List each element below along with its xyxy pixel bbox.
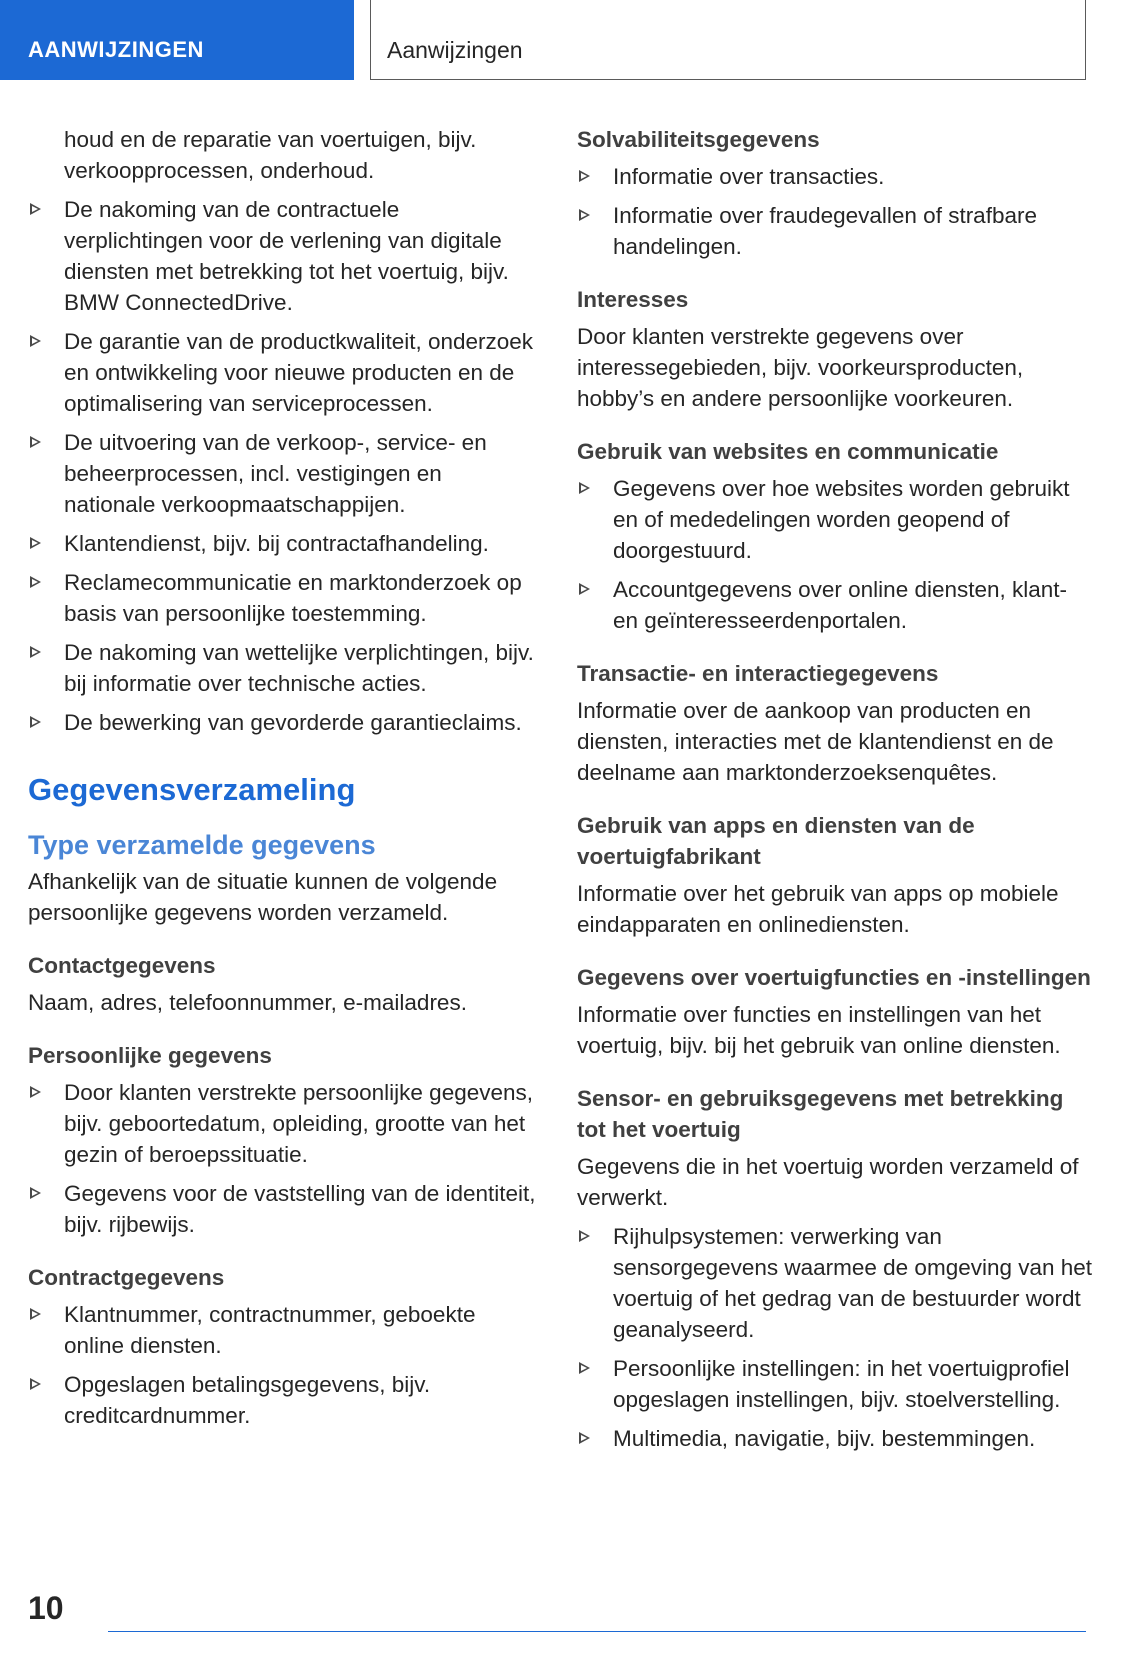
web-list xyxy=(577,473,1097,636)
list-item: Reclamecommunicatie en marktonderzoek op basis van persoonlijke toestemming. xyxy=(28,567,538,629)
solvency-heading: Solvabiliteitsgegevens xyxy=(577,127,820,152)
list-item: Informatie over fraudegevallen of strafbare handelingen. xyxy=(577,200,1097,262)
contract-list xyxy=(28,1299,538,1431)
apps-heading: Gebruik van apps en diensten van de voertuigfabrikant xyxy=(577,813,975,869)
intro-text: Afhankelijk van de situatie kunnen de volgende persoonlijke gegevens worden verzameld. xyxy=(28,869,498,925)
contact-text: Naam, adres, telefoonnummer, e-mailadres. xyxy=(28,990,467,1015)
list-item: De uitvoering van de verkoop-, service- en beheerprocessen, incl. vestigingen en nationale verkoopmaatschappijen. xyxy=(28,427,538,520)
section-title: Gegevensverzameling xyxy=(28,772,356,807)
sensor-heading: Sensor- en gebruiksgegevens met betrekking tot het voertuig xyxy=(577,1086,1064,1142)
triangle-bullet-icon xyxy=(579,1432,590,1444)
solvency-list xyxy=(577,161,1097,262)
interests-heading: Interesses xyxy=(577,287,689,312)
list-item: Opgeslagen betalingsgegevens, bijv. creditcardnummer. xyxy=(28,1369,538,1431)
triangle-bullet-icon xyxy=(30,1308,41,1320)
left-column xyxy=(28,124,538,1439)
list-item: Persoonlijke instellingen: in het voertuigprofiel opgeslagen instellingen, bijv. stoelverstelling. xyxy=(577,1353,1097,1415)
triangle-bullet-icon xyxy=(579,209,590,221)
purposes-list xyxy=(28,194,538,738)
list-item: Klantendienst, bijv. bij contractafhandeling. xyxy=(28,528,538,559)
list-item: Rijhulpsystemen: verwerking van sensorgegevens waarmee de omgeving van het voertuig of het gedrag van de bestuurder wordt geanalyseerd. xyxy=(577,1221,1097,1345)
list-item: De nakoming van wettelijke verplichtingen, bijv. bij informatie over technische acties. xyxy=(28,637,538,699)
footer-divider xyxy=(108,1631,1086,1632)
list-item: Gegevens over hoe websites worden gebruikt en of mededelingen worden geopend of doorgestuurd. xyxy=(577,473,1097,566)
list-item: De garantie van de productkwaliteit, onderzoek en ontwikkeling voor nieuwe producten en de optimalisering van serviceprocessen. xyxy=(28,326,538,419)
page-number: 10 xyxy=(28,1590,64,1626)
triangle-bullet-icon xyxy=(30,1187,41,1199)
list-item: Accountgegevens over online diensten, klant- en geïnteresseerdenportalen. xyxy=(577,574,1097,636)
triangle-bullet-icon xyxy=(579,1230,590,1242)
list-item: Multimedia, navigatie, bijv. bestemmingen. xyxy=(577,1423,1097,1454)
transaction-text: Informatie over de aankoop van producten en diensten, interacties met de klantendienst en de deelname aan marktonderzoeksenquêtes. xyxy=(577,698,1054,785)
triangle-bullet-icon xyxy=(30,537,41,549)
list-item: Door klanten verstrekte persoonlijke gegevens, bijv. geboortedatum, opleiding, grootte van het gezin of beroepssituatie. xyxy=(28,1077,538,1170)
functions-heading: Gegevens over voertuigfuncties en -instellingen xyxy=(577,965,1091,990)
apps-text: Informatie over het gebruik van apps op mobiele eindapparaten en onlinediensten. xyxy=(577,881,1059,937)
triangle-bullet-icon xyxy=(30,436,41,448)
triangle-bullet-icon xyxy=(30,576,41,588)
sensor-text: Gegevens die in het voertuig worden verzameld of verwerkt. xyxy=(577,1154,1079,1210)
right-column xyxy=(577,124,1097,1462)
triangle-bullet-icon xyxy=(30,203,41,215)
web-heading: Gebruik van websites en communicatie xyxy=(577,439,999,464)
triangle-bullet-icon xyxy=(579,170,590,182)
triangle-bullet-icon xyxy=(579,1362,590,1374)
functions-text: Informatie over functies en instellingen van het voertuig, bijv. bij het gebruik van online diensten. xyxy=(577,1002,1061,1058)
triangle-bullet-icon xyxy=(30,1086,41,1098)
transaction-heading: Transactie- en interactiegegevens xyxy=(577,661,939,686)
page-header-title: Aanwijzingen xyxy=(370,0,1086,80)
triangle-bullet-icon xyxy=(579,583,590,595)
list-item: Klantnummer, contractnummer, geboekte online diensten. xyxy=(28,1299,538,1361)
list-item: Informatie over transacties. xyxy=(577,161,1097,192)
list-item: De nakoming van de contractuele verplichtingen voor de verlening van digitale diensten met betrekking tot het voertuig, bijv. BMW ConnectedDrive. xyxy=(28,194,538,318)
triangle-bullet-icon xyxy=(30,716,41,728)
triangle-bullet-icon xyxy=(579,482,590,494)
sensor-list xyxy=(577,1221,1097,1454)
subsection-title: Type verzamelde gegevens xyxy=(28,830,376,860)
list-item: Gegevens voor de vaststelling van de identiteit, bijv. rijbewijs. xyxy=(28,1178,538,1240)
list-item: De bewerking van gevorderde garantieclaims. xyxy=(28,707,538,738)
continued-text: houd en de reparatie van voertuigen, bijv. verkoopprocessen, onderhoud. xyxy=(64,127,477,183)
triangle-bullet-icon xyxy=(30,1378,41,1390)
triangle-bullet-icon xyxy=(30,335,41,347)
contract-heading: Contractgegevens xyxy=(28,1265,225,1290)
personal-list xyxy=(28,1077,538,1240)
contact-heading: Contactgegevens xyxy=(28,953,216,978)
interests-text: Door klanten verstrekte gegevens over interessegebieden, bijv. voorkeursproducten, hobby’s en andere persoonlijke voorkeuren. xyxy=(577,324,1024,411)
section-tab: AANWIJZINGEN xyxy=(0,0,354,80)
triangle-bullet-icon xyxy=(30,646,41,658)
personal-heading: Persoonlijke gegevens xyxy=(28,1043,272,1068)
